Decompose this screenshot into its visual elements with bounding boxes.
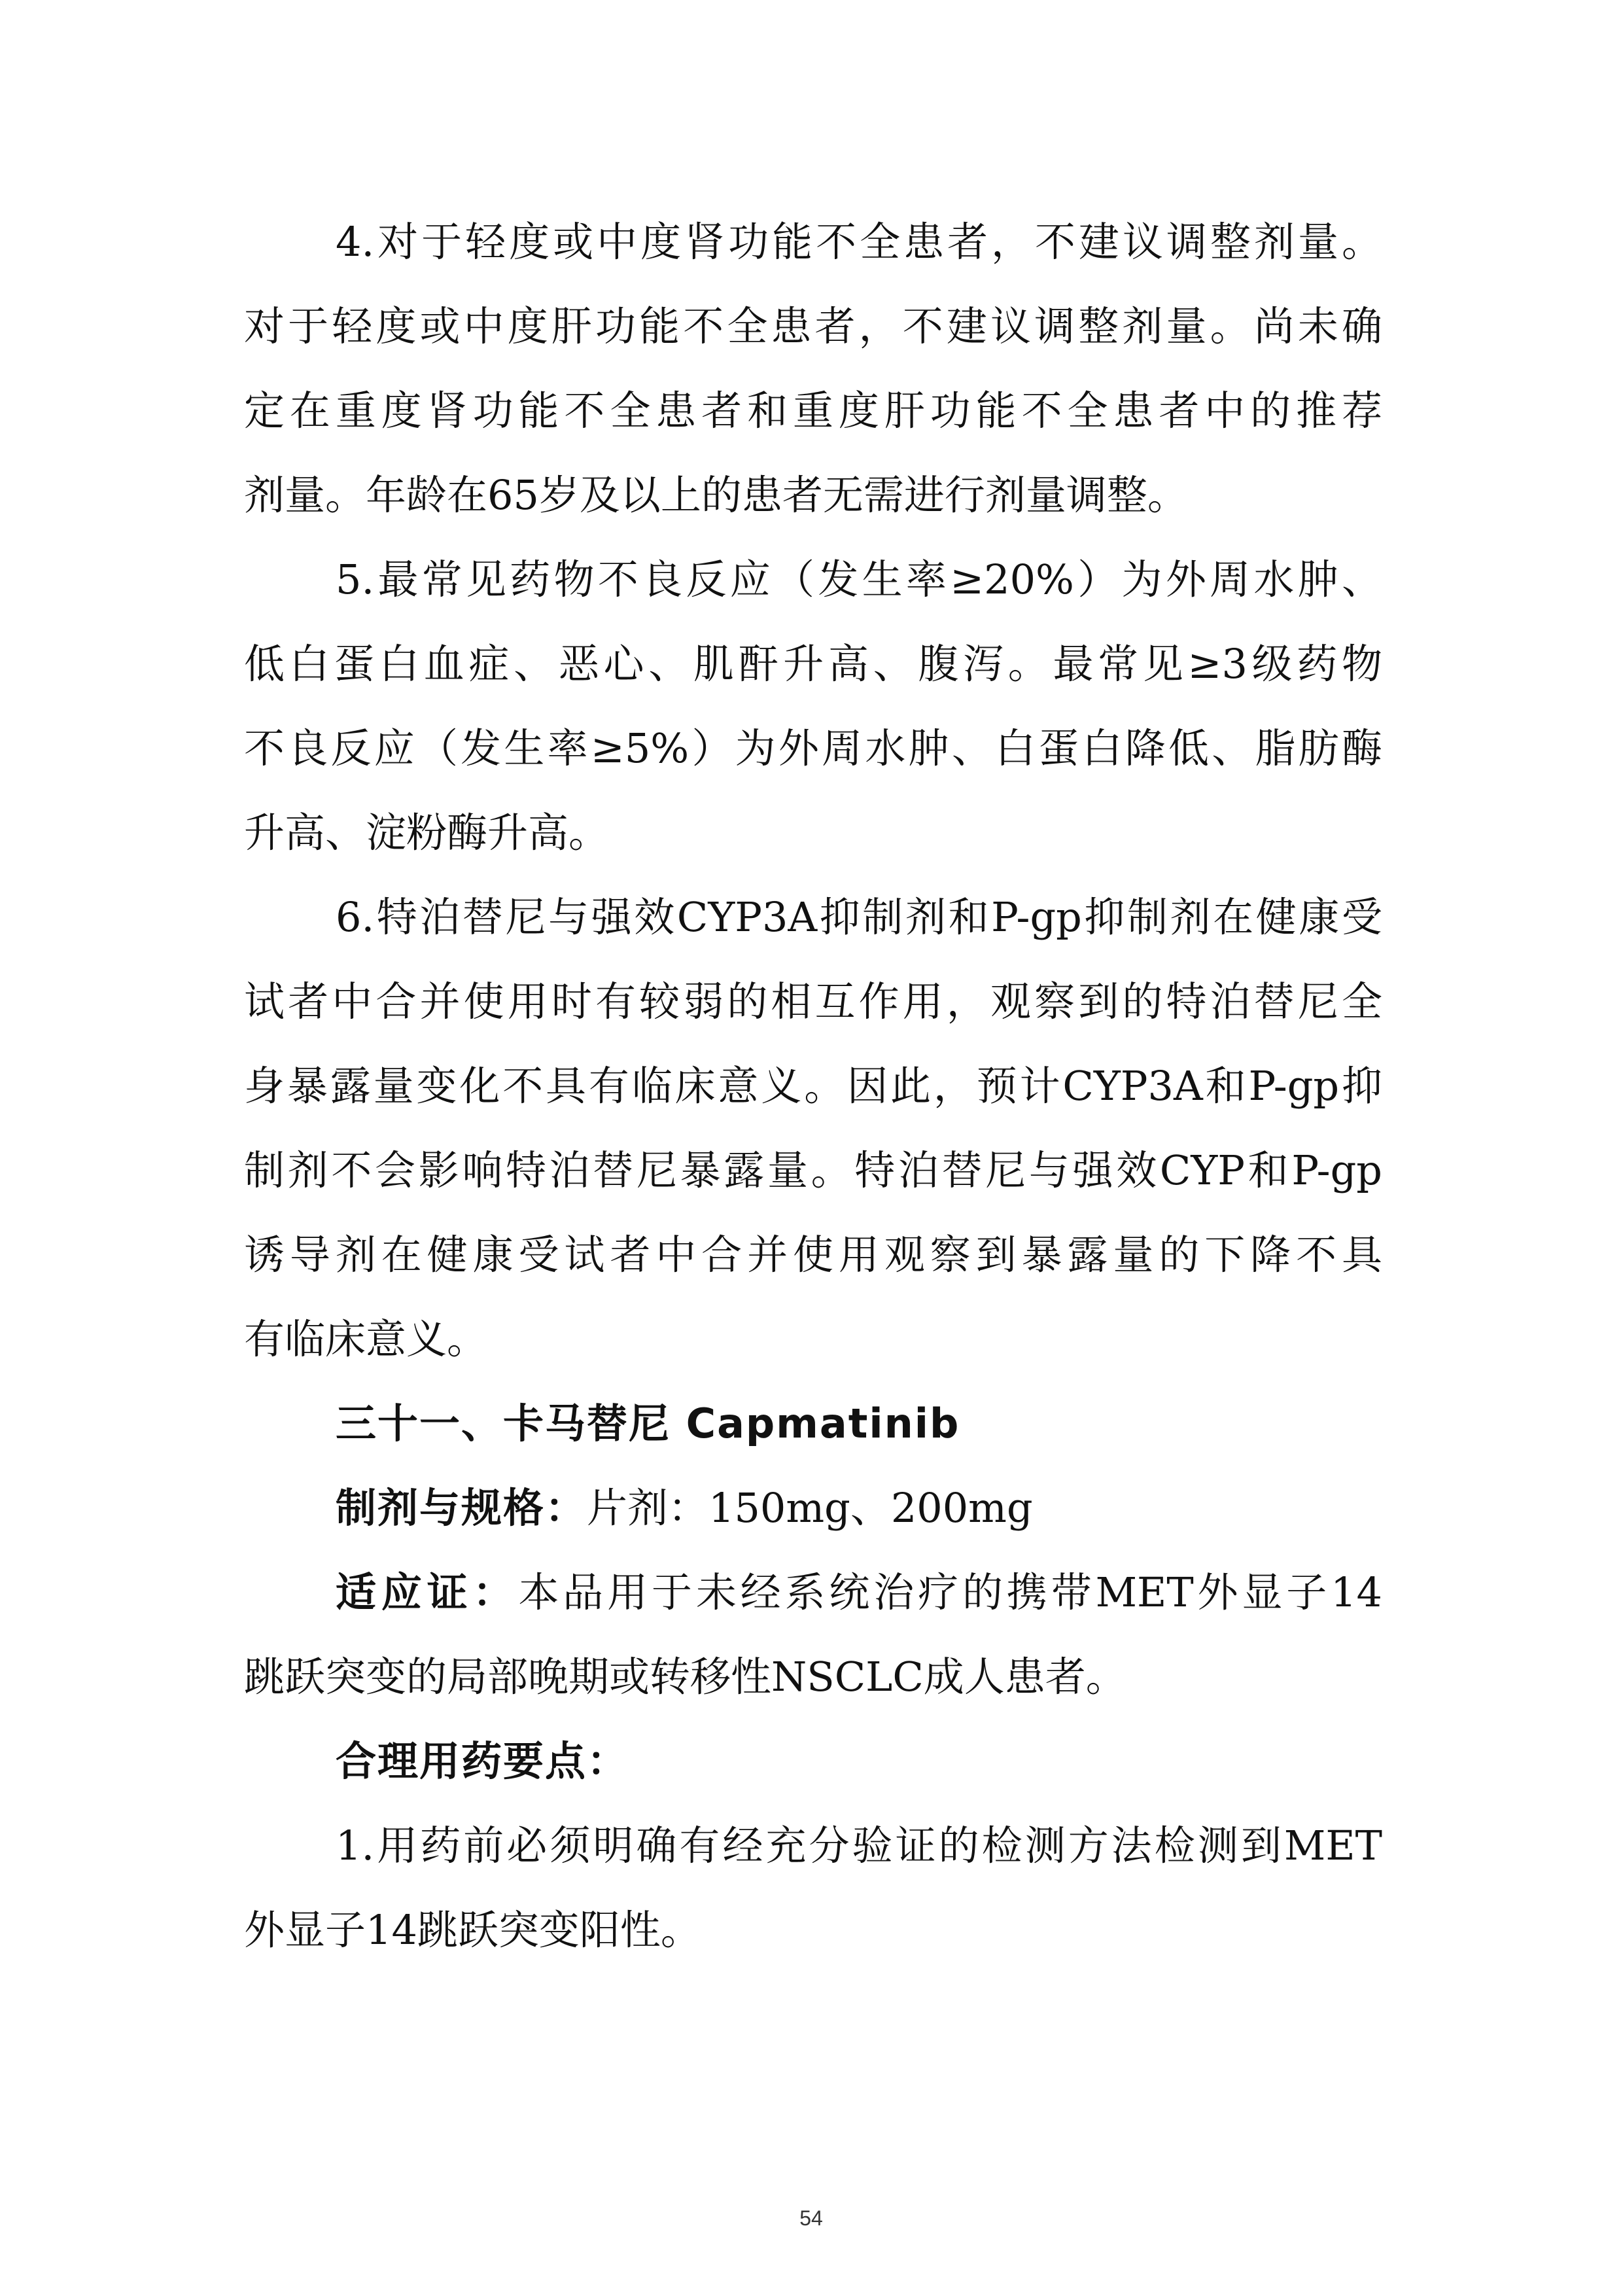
paragraph-5-line-4: 升高、淀粉酶升高。 [244, 809, 610, 857]
paragraph-5-line-1: 5.最常见药物不良反应（发生率≥20%）为外周水肿、 [336, 556, 1382, 603]
paragraph-5-line-3: 不良反应（发生率≥5%）为外周水肿、白蛋白降低、脂肪酶 [244, 724, 1382, 772]
paragraph-6-line-3: 身暴露量变化不具有临床意义。因此，预计CYP3A和P-gp抑 [244, 1062, 1382, 1110]
paragraph-4-line-1: 4.对于轻度或中度肾功能不全患者，不建议调整剂量。 [336, 218, 1382, 266]
paragraph-6-line-2: 试者中合并使用时有较弱的相互作用，观察到的特泊替尼全 [244, 978, 1382, 1025]
indication-line-1 [336, 1560, 1382, 1625]
paragraph-6-line-5: 诱导剂在健康受试者中合并使用观察到暴露量的下降不具 [244, 1231, 1382, 1279]
formulation-value: 片剂：150mg、200mg [587, 1484, 1033, 1532]
usage-point-1-line-2: 外显子14跳跃突变阳性。 [244, 1906, 701, 1954]
page-number: 54 [799, 2206, 823, 2230]
paragraph-6-line-6: 有临床意义。 [244, 1315, 488, 1363]
paragraph-4-line-4: 剂量。年龄在65岁及以上的患者无需进行剂量调整。 [244, 471, 1188, 519]
formulation-line [336, 1475, 1382, 1541]
paragraph-6-line-1: 6.特泊替尼与强效CYP3A抑制剂和P-gp抑制剂在健康受 [336, 893, 1382, 941]
usage-points-heading: 合理用药要点： [336, 1737, 629, 1785]
paragraph-4-line-3: 定在重度肾功能不全患者和重度肝功能不全患者中的推荐 [244, 387, 1382, 434]
indication-line-2: 跳跃突变的局部晚期或转移性NSCLC成人患者。 [244, 1653, 1126, 1701]
indication-label: 适应证： [336, 1568, 519, 1616]
indication-text-1: 本品用于未经系统治疗的携带MET外显子14 [518, 1568, 1382, 1616]
usage-point-1-line-1: 1.用药前必须明确有经充分验证的检测方法检测到MET [336, 1822, 1382, 1869]
paragraph-4-line-2: 对于轻度或中度肝功能不全患者，不建议调整剂量。尚未确 [244, 302, 1382, 350]
paragraph-5-line-2: 低白蛋白血症、恶心、肌酐升高、腹泻。最常见≥3级药物 [244, 640, 1382, 688]
formulation-label: 制剂与规格： [336, 1484, 587, 1532]
paragraph-6-line-4: 制剂不会影响特泊替尼暴露量。特泊替尼与强效CYP和P-gp [244, 1146, 1382, 1194]
section-heading: 三十一、卡马替尼 Capmatinib [336, 1400, 960, 1447]
